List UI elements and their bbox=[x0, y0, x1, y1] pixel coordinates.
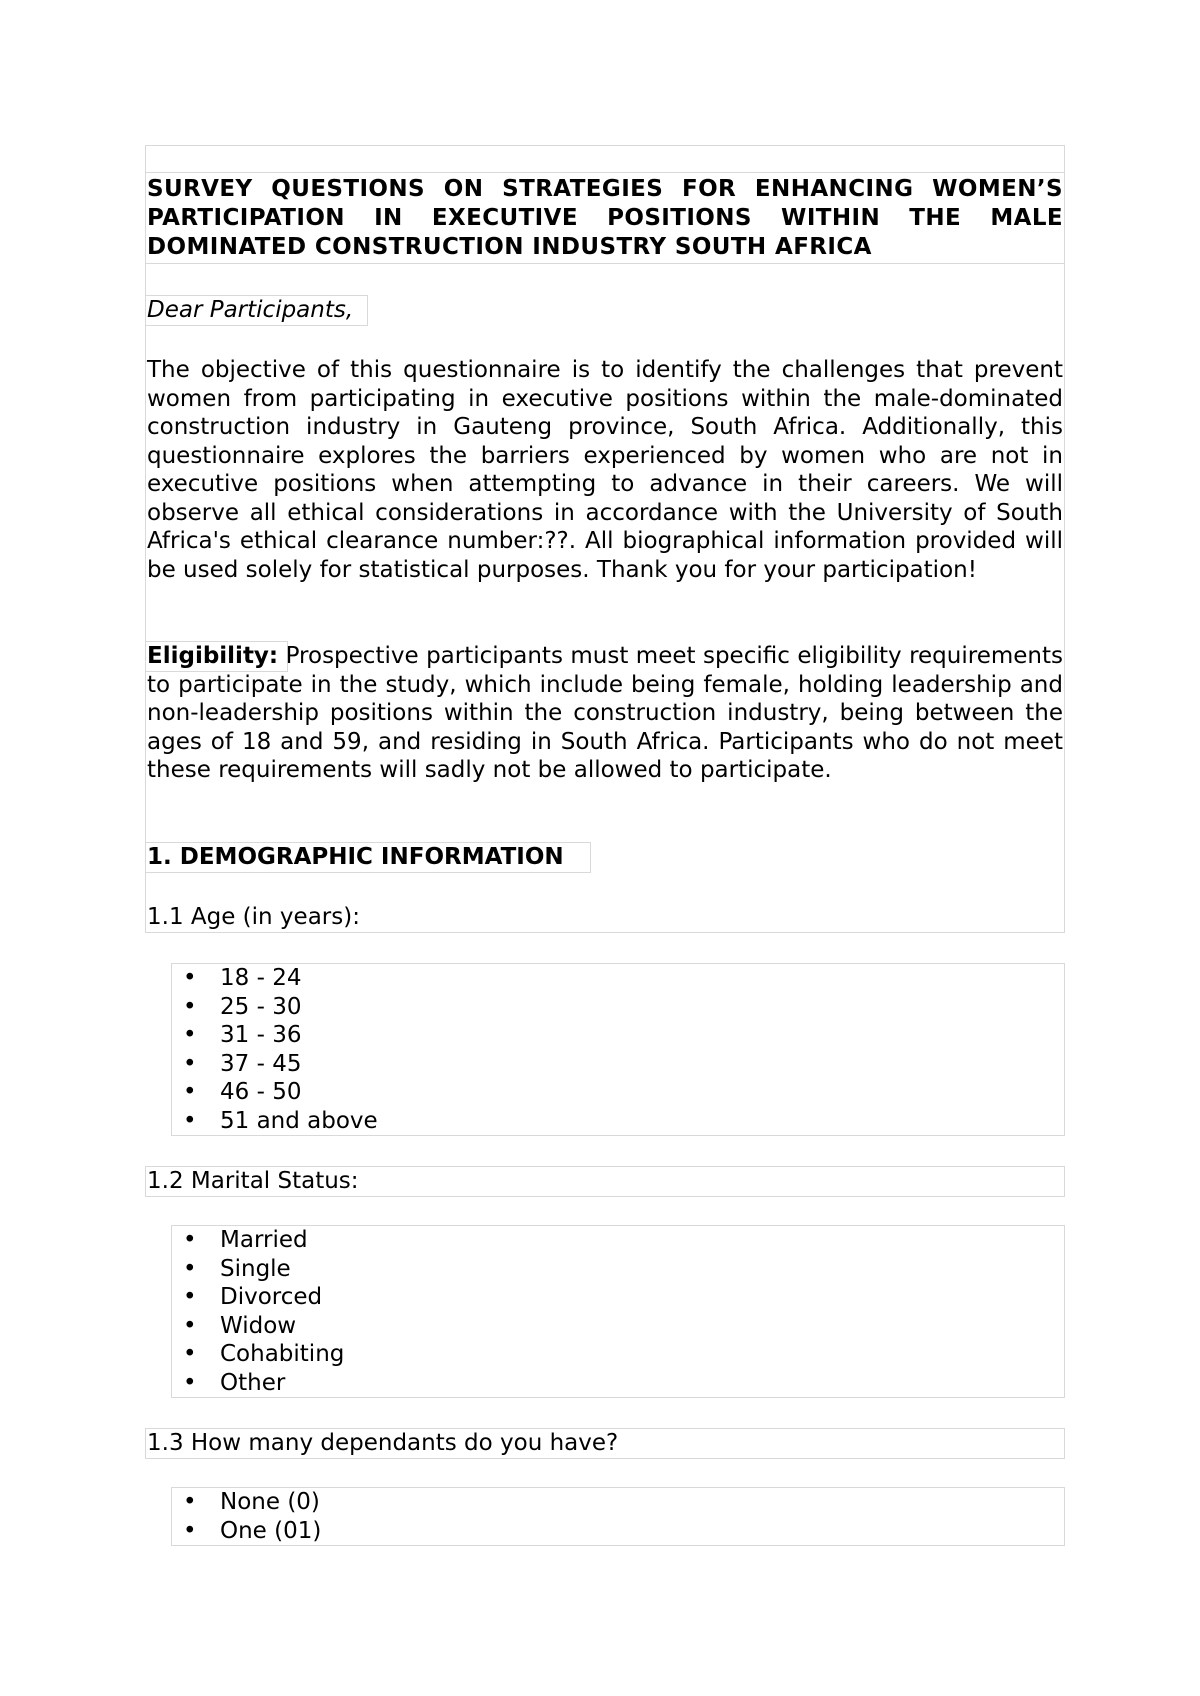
option-age-51-above[interactable]: • 51 and above bbox=[172, 1107, 378, 1136]
option-single[interactable]: • Single bbox=[172, 1255, 344, 1284]
eligibility-text: Prospective participants must meet specific eligibility requirements to participate in the study, which include being female, holding leadership and non-leadership positions within the construction industry, being between the ages of 18 and 59, and residing in South Africa. Participants who do not meet these requirements will sadly not be allowed to participate. bbox=[147, 643, 1063, 783]
question-1-1-label: 1.1 Age (in years): bbox=[147, 904, 360, 930]
option-age-25-30[interactable]: • 25 - 30 bbox=[172, 993, 378, 1022]
option-age-18-24[interactable]: • 18 - 24 bbox=[172, 964, 378, 993]
question-1-3-options bbox=[172, 1488, 321, 1545]
eligibility-label: Eligibility: bbox=[147, 643, 279, 669]
question-1-2-label: 1.2 Marital Status: bbox=[147, 1168, 359, 1194]
question-1-3-label: 1.3 How many dependants do you have? bbox=[147, 1430, 619, 1456]
intro-paragraph: The objective of this questionnaire is to identify the challenges that prevent women from participating in executive positions within the male-dominated construction industry in Gauteng province, South Africa. Additionally, this questionnaire explores the barriers experienced by women who are not in executive positions when attempting to advance in their careers. We will observe all ethical considerations in accordance with the University of South Africa's ethical clearance number:??. All biographical information provided will be used solely for statistical purposes. Thank you for your participation! bbox=[147, 357, 1063, 583]
question-1-1-options bbox=[172, 964, 378, 1135]
option-cohabiting[interactable]: • Cohabiting bbox=[172, 1340, 344, 1369]
option-age-37-45[interactable]: • 37 - 45 bbox=[172, 1050, 378, 1079]
option-divorced[interactable]: • Divorced bbox=[172, 1283, 344, 1312]
eligibility-paragraph bbox=[147, 642, 1063, 785]
option-other[interactable]: • Other bbox=[172, 1369, 344, 1398]
option-married[interactable]: • Married bbox=[172, 1226, 344, 1255]
option-widow[interactable]: • Widow bbox=[172, 1312, 344, 1341]
option-age-31-36[interactable]: • 31 - 36 bbox=[172, 1021, 378, 1050]
document-title: SURVEY QUESTIONS ON STRATEGIES FOR ENHANCING WOMEN’S PARTICIPATION IN EXECUTIVE POSITIONS WITHIN THE MALE DOMINATED CONSTRUCTION INDUSTRY SOUTH AFRICA bbox=[147, 176, 1063, 260]
option-dependants-one[interactable]: • One (01) bbox=[172, 1517, 321, 1546]
option-age-46-50[interactable]: • 46 - 50 bbox=[172, 1078, 378, 1107]
option-dependants-none[interactable]: • None (0) bbox=[172, 1488, 321, 1517]
question-1-2-options bbox=[172, 1226, 344, 1397]
section-heading: 1. DEMOGRAPHIC INFORMATION bbox=[147, 844, 564, 870]
greeting: Dear Participants, bbox=[147, 297, 354, 323]
